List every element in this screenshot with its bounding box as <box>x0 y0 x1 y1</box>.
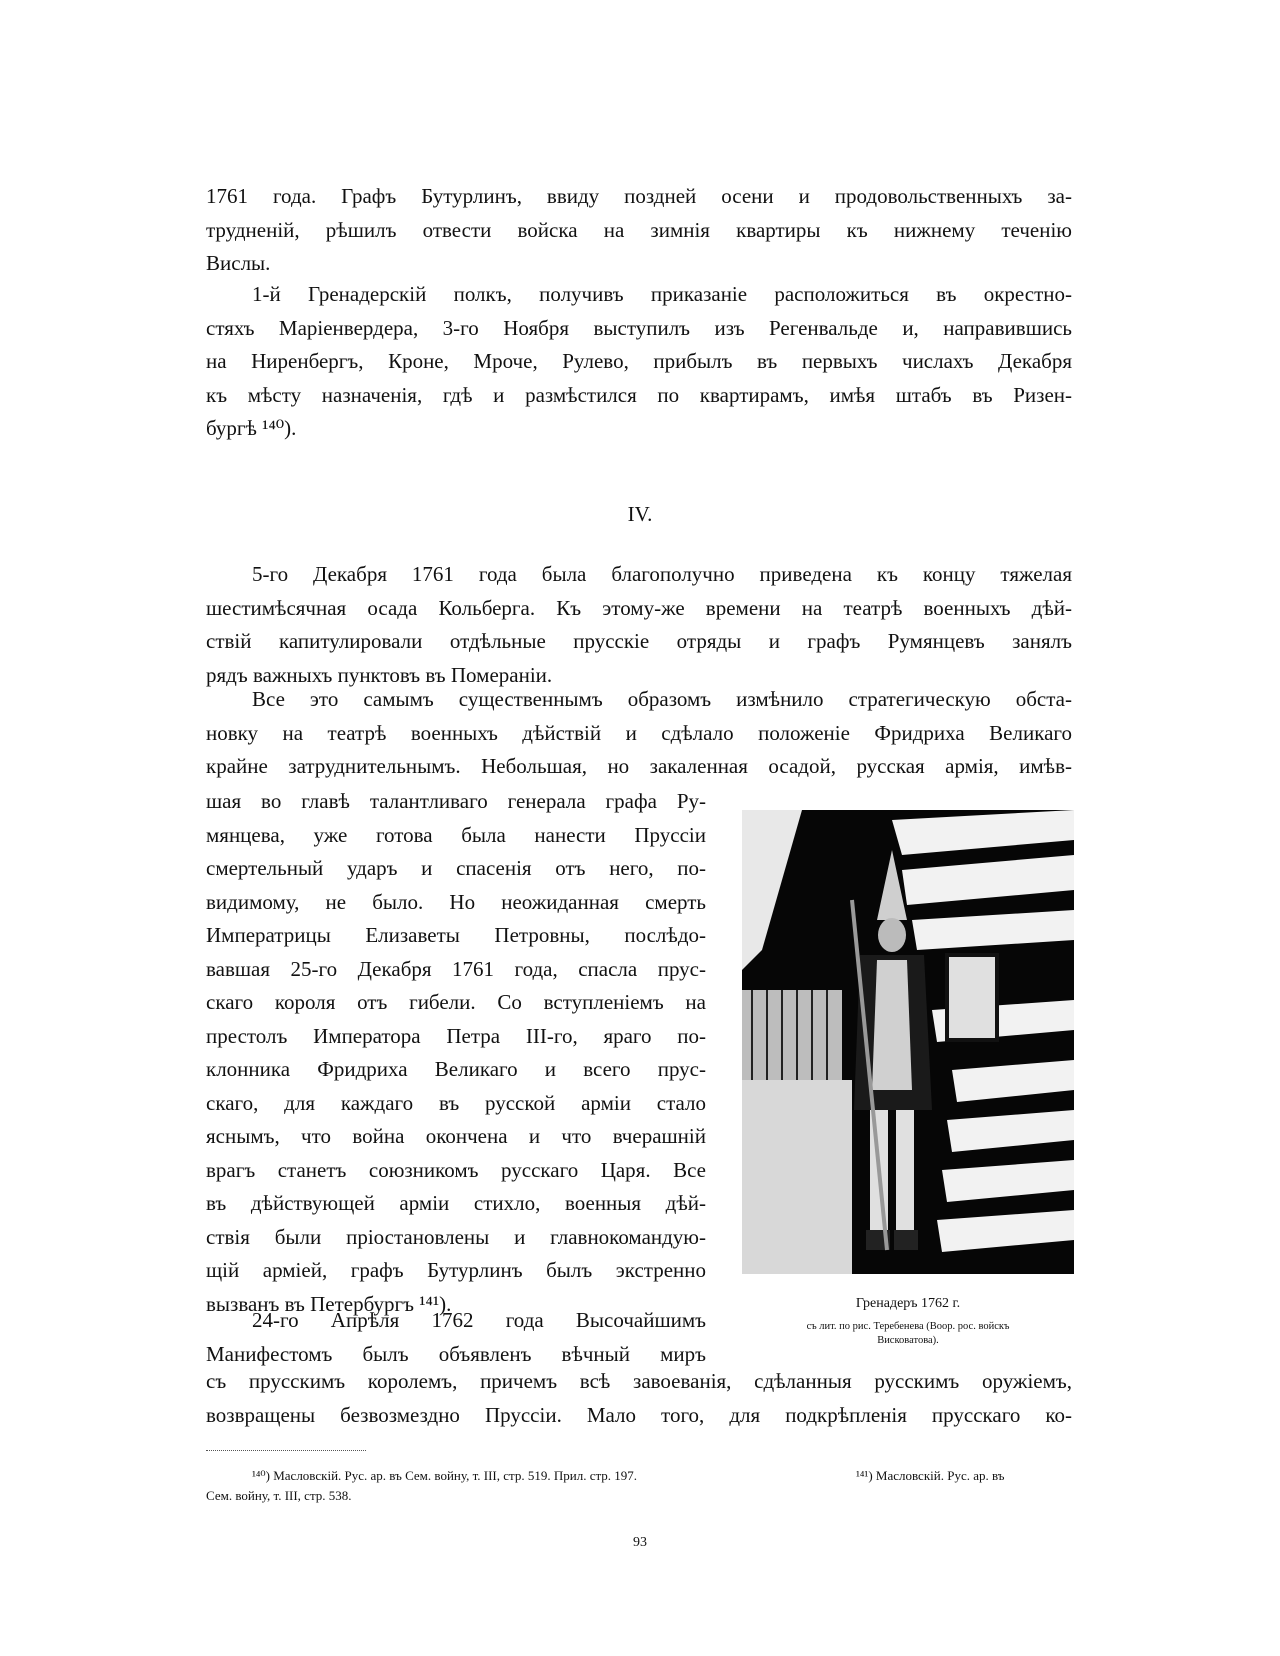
paragraph-p1 <box>206 180 1072 281</box>
text-line: видимому, не было. Но неожиданная смерть <box>206 889 706 914</box>
footnotes <box>206 1466 1086 1506</box>
text-line: крайне затруднительнымъ. Небольшая, но закаленная осадой, русская армія, имѣв- <box>206 754 1072 778</box>
text-line: 1-й Гренадерскій полкъ, получивъ приказаніе расположиться въ окрестно- <box>252 282 1072 306</box>
text-line: клонника Фридриха Великаго и всего прус- <box>206 1057 706 1081</box>
text-line: ствій капитулировали отдѣльные прусскіе отряды и графъ Румянцевъ занялъ <box>206 629 1072 653</box>
text-line: Все это самымъ существеннымъ образомъ измѣнило стратегическую обста- <box>252 687 1072 711</box>
text-line: шестимѣсячная осада Кольберга. Къ этому-же времени на театрѣ военныхъ дѣй- <box>206 595 1072 620</box>
text-line: мянцева, уже готова была нанести Пруссіи <box>206 822 706 847</box>
text-line: на Ниренбергъ, Кроне, Мроче, Рулево, прибылъ въ первыхъ числахъ Декабря <box>206 349 1072 373</box>
text-line: трудненій, рѣшилъ отвести войска на зимнія квартиры къ нижнему теченію <box>206 217 1072 242</box>
paragraph-p4b <box>206 785 706 1321</box>
text-line: врагъ станетъ союзникомъ русскаго Царя. Все <box>206 1157 706 1182</box>
text-line: въ дѣйствующей арміи стихло, военныя дѣй- <box>206 1191 706 1215</box>
text-line: ствія были пріостановлены и главнокомандую- <box>206 1224 706 1249</box>
text-line: яснымъ, что война окончена и что вчерашній <box>206 1124 706 1148</box>
caption-line-1: съ лит. по рис. Теребенева (Воор. рос. войскъ <box>806 1321 1010 1332</box>
footnote-141: ¹⁴¹) Масловскій. Рус. ар. въ <box>856 1468 1005 1483</box>
paragraph-p4 <box>206 683 1072 784</box>
text-line: скаго короля отъ гибели. Со вступленіемъ на <box>206 990 706 1014</box>
text-line: 24-го Апрѣля 1762 года Высочайшимъ <box>252 1308 706 1332</box>
paragraph-p2 <box>206 278 1072 446</box>
text-line: возвращены безвозмездно Пруссіи. Мало того, для подкрѣпленія прусскаго ко- <box>206 1402 1072 1427</box>
caption-line-2: Висковатова). <box>877 1335 939 1346</box>
text-line: бургѣ ¹⁴⁰). <box>206 416 297 440</box>
text-line: вызванъ въ Петербургъ ¹⁴¹). <box>206 1291 452 1316</box>
section-heading: IV. <box>627 502 653 526</box>
text-line: новку на театрѣ военныхъ дѣйствій и сдѣлало положеніе Фридриха Великаго <box>206 720 1072 745</box>
text-line: къ мѣсту назначенія, гдѣ и размѣстился по квартирамъ, имѣя штабъ въ Ризен- <box>206 382 1072 407</box>
text-line: съ прусскимъ королемъ, причемъ всѣ завоеванія, сдѣланныя русскимъ оружіемъ, <box>206 1369 1072 1393</box>
footnote-divider <box>206 1450 366 1451</box>
grenadier-illustration <box>742 810 1074 1274</box>
text-line: стяхъ Маріенвердера, 3-го Ноября выступилъ изъ Регенвальде и, направившись <box>206 315 1072 340</box>
text-line: смертельный ударъ и спасенія отъ него, по- <box>206 856 706 880</box>
text-line: скаго, для каждаго въ русской арміи стало <box>206 1090 706 1115</box>
text-line: Вислы. <box>206 251 271 275</box>
footnote-141-continuation: Сем. войну, т. III, стр. 538. <box>206 1488 352 1503</box>
paragraph-p5b <box>206 1365 1072 1432</box>
text-line: щій арміей, графъ Бутурлинъ былъ экстренно <box>206 1258 706 1282</box>
text-line: Императрицы Елизаветы Петровны, послѣдо- <box>206 923 706 947</box>
text-line: шая во главѣ талантливаго генерала графа Ру- <box>206 789 706 813</box>
text-line: рядъ важныхъ пунктовъ въ Помераніи. <box>206 662 553 687</box>
figure-caption-title: Гренадеръ 1762 г. <box>855 1296 961 1311</box>
figure-caption-source <box>742 1320 1074 1348</box>
page-number: 93 <box>633 1535 647 1550</box>
text-line: престолъ Императора Петра III-го, яраго по- <box>206 1023 706 1048</box>
text-line: 1761 года. Графъ Бутурлинъ, ввиду поздней осени и продовольственныхъ за- <box>206 184 1072 208</box>
text-line: вавшая 25-го Декабря 1761 года, спасла прус- <box>206 956 706 981</box>
footnote-140: ¹⁴⁰) Масловскій. Рус. ар. въ Сем. войну, т. III, стр. 519. Прил. стр. 197. <box>252 1468 638 1483</box>
text-line: 5-го Декабря 1761 года была благополучно приведена къ концу тяжелая <box>252 562 1072 586</box>
text-line: Манифестомъ былъ объявленъ вѣчный миръ <box>206 1341 706 1366</box>
paragraph-p5 <box>206 1304 706 1371</box>
paragraph-p3 <box>206 558 1072 692</box>
